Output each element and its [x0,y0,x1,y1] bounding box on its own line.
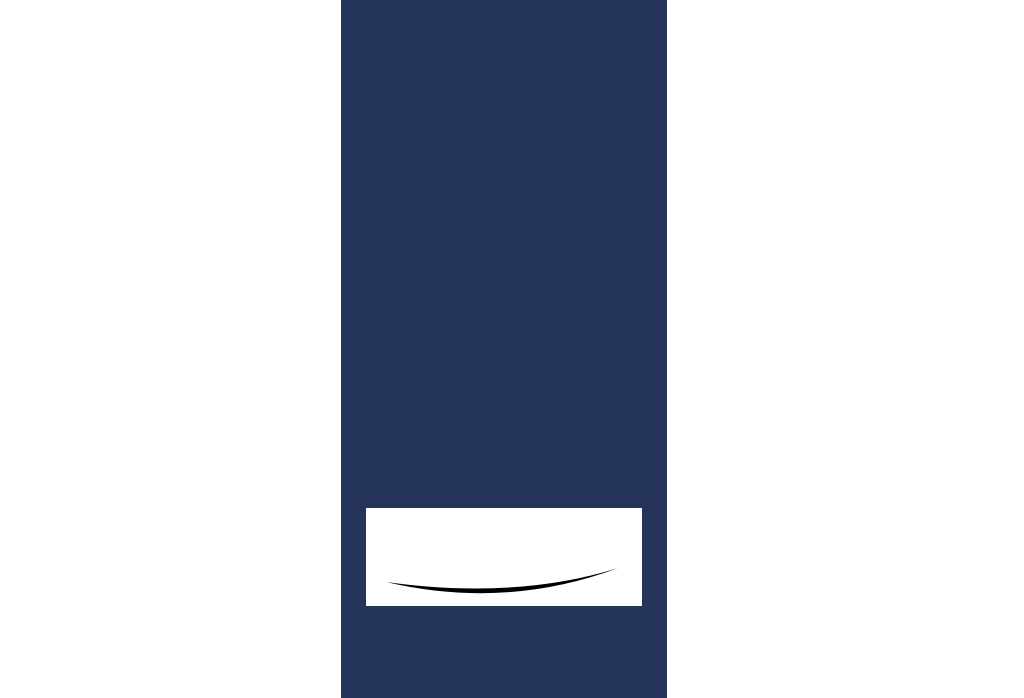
actu-logo [366,508,642,606]
middle-panel [341,0,667,698]
right-panel [667,0,1024,698]
actu-logo-graphic [366,508,642,606]
logo-swoosh [386,568,618,593]
awareness-ribbon-icon [416,536,440,568]
left-panel [0,0,340,698]
